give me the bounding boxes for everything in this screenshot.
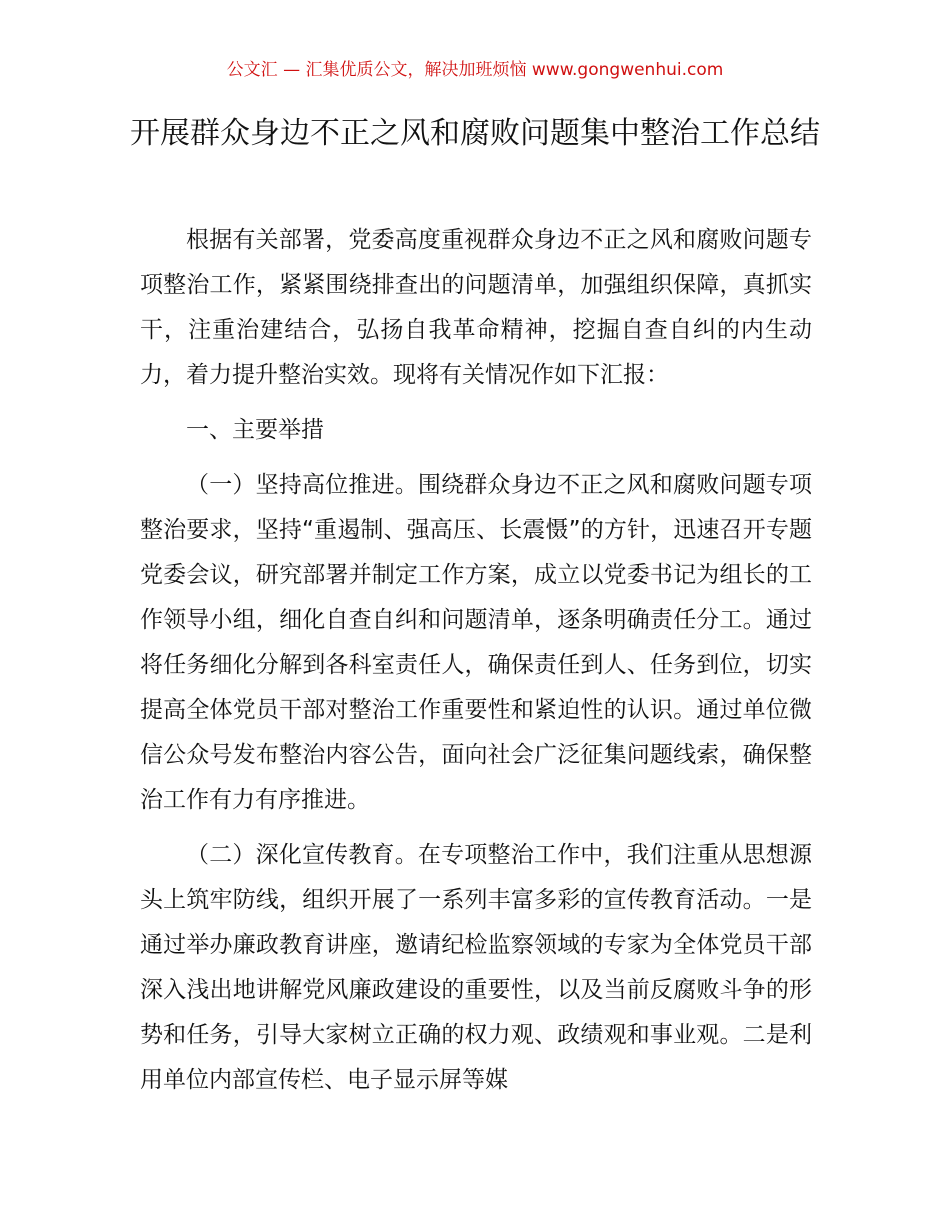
intro-paragraph: 根据有关部署，党委高度重视群众身边不正之风和腐败问题专项整治工作，紧紧围绕排查出的问题清单，加强组织保障，真抓实干，注重治建结合，弘扬自我革命精神，挖掘自查自纠的内生动力，着力提升整治实效。现将有关情况作如下汇报： [140, 227, 812, 388]
section-heading-main-measures: 一、主要举措 [186, 417, 324, 443]
paragraph-publicity-education: （二）深化宣传教育。在专项整治工作中，我们注重从思想源头上筑牢防线，组织开展了一系列丰富多彩的宣传教育活动。一是通过举办廉政教育讲座，邀请纪检监察领域的专家为全体党员干部深入浅出地讲解党风廉政建设的重要性，以及当前反腐败斗争的形势和任务，引导大家树立正确的权力观、政绩观和事业观。二是利用单位内部宣传栏、电子显示屏等媒 [140, 842, 812, 1093]
document-body [140, 218, 812, 1103]
document-title: 开展群众身边不正之风和腐败问题集中整治工作总结 [130, 116, 820, 151]
site-banner[interactable]: 公文汇 — 汇集优质公文，解决加班烦恼 www.gongwenhui.com [226, 60, 724, 80]
paragraph-high-level-promotion: （一）坚持高位推进。围绕群众身边不正之风和腐败问题专项整治要求，坚持“重遏制、强高压、长震慑”的方针，迅速召开专题党委会议，研究部署并制定工作方案，成立以党委书记为组长的工作领导小组，细化自查自纠和问题清单，逐条明确责任分工。通过将任务细化分解到各科室责任人，确保责任到人、任务到位，切实提高全体党员干部对整治工作重要性和紧迫性的认识。通过单位微信公众号发布整治内容公告，面向社会广泛征集问题线索，确保整治工作有力有序推进。 [140, 472, 812, 813]
